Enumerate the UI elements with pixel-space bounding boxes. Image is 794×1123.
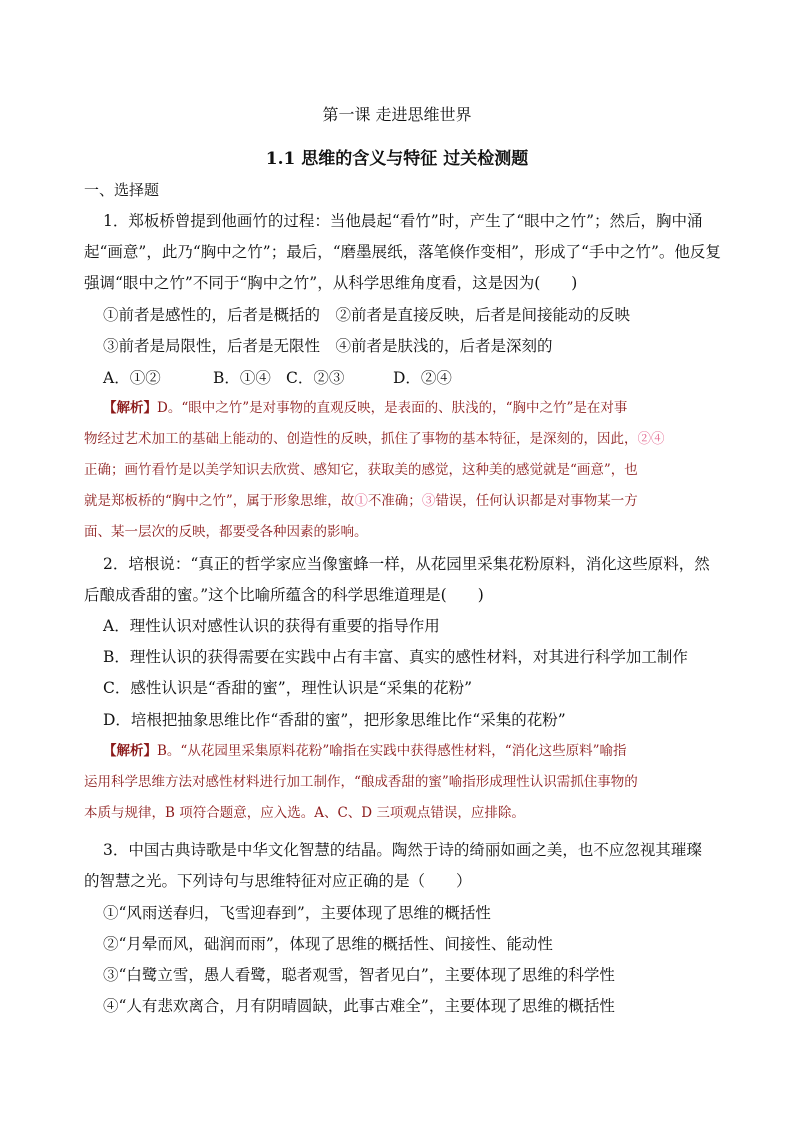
- analysis-text: 就是郑板桥的“胸中之竹”，属于形象思维，故: [84, 493, 355, 509]
- q2-option-d: D．培根把抽象思维比作“香甜的蜜”，把形象思维比作“采集的花粉”: [103, 711, 566, 729]
- q3-line: 的智慧之光。下列诗句与思维特征对应正确的是（ ）: [84, 872, 472, 890]
- page-subtitle: 1.1 思维的含义与特征 过关检测题: [265, 149, 529, 169]
- q1-option-d: D．②④: [393, 369, 452, 387]
- analysis-line: [84, 429, 665, 449]
- analysis-line: [103, 398, 627, 418]
- q1-option-c: C．②③: [286, 369, 345, 387]
- q3-statement: ③“白鹭立雪，愚人看鹭，聪者观雪，智者见白”，主要体现了思维的科学性: [103, 966, 615, 984]
- analysis-text: B。“从花园里采集原料花粉”喻指在实践中获得感性材料，“消化这些原料”喻指: [157, 743, 627, 759]
- analysis-text: 错误，任何认识都是对事物某一方: [435, 493, 638, 509]
- q1-statement: ③前者是局限性，后者是无限性 ④前者是肤浅的，后者是深刻的: [103, 337, 553, 355]
- q3-statement: ①“风雨送春归，飞雪迎春到”，主要体现了思维的概括性: [103, 904, 491, 922]
- page-title: 第一课 走进思维世界: [322, 105, 472, 124]
- q1-option-b: B．①④: [213, 369, 271, 387]
- q1-line: 强调“眼中之竹”不同于“胸中之竹”，从科学思维角度看，这是因为( ): [84, 274, 578, 292]
- q2-option-c: C．感性认识是“香甜的蜜”，理性认识是“采集的花粉”: [103, 679, 473, 697]
- q3-statement: ②“月晕而风，础润而雨”，体现了思维的概括性、间接性、能动性: [103, 935, 553, 953]
- analysis-line: 本质与规律，B 项符合题意，应入选。A、C、D 三项观点错误，应排除。: [84, 805, 525, 821]
- analysis-tag: 【解析】: [103, 743, 157, 759]
- analysis-highlight: ②④: [637, 431, 665, 447]
- analysis-text: 不准确；: [367, 493, 422, 509]
- analysis-line: 运用科学思维方法对感性材料进行加工制作，“酿成香甜的蜜”喻指形成理性认识需抓住事物的: [84, 774, 638, 790]
- analysis-line: 面、某一层次的反映，都要受各种因素的影响。: [84, 524, 368, 540]
- analysis-text: 物经过艺术加工的基础上能动的、创造性的反映，抓住了事物的基本特征，是深刻的，因此，: [84, 431, 638, 447]
- q3-line: 3．中国古典诗歌是中华文化智慧的结晶。陶然于诗的绮丽如画之美，也不应忽视其璀璨: [103, 841, 702, 859]
- q2-option-a: A．理性认识对感性认识的获得有重要的指导作用: [103, 617, 440, 635]
- analysis-line: [103, 741, 627, 761]
- analysis-tag: 【解析】: [103, 400, 157, 416]
- analysis-highlight: ①: [354, 493, 368, 509]
- q1-statement: ①前者是感性的，后者是概括的 ②前者是直接反映，后者是间接能动的反映: [103, 306, 631, 324]
- q3-statement: ④“人有悲欢离合，月有阴晴圆缺，此事古难全”，主要体现了思维的概括性: [103, 997, 615, 1015]
- analysis-line: [84, 491, 638, 511]
- q1-line: 起“画意”，此乃“胸中之竹”；最后，“磨墨展纸，落笔倏作变相”，形成了“手中之竹”。他反复: [84, 243, 721, 261]
- analysis-text: D。“眼中之竹”是对事物的直观反映，是表面的、肤浅的，“胸中之竹”是在对事: [157, 400, 628, 416]
- q1-line: 1．郑板桥曾提到他画竹的过程：当他晨起“看竹”时，产生了“眼中之竹”；然后，胸中涌: [103, 212, 703, 230]
- q2-line: 后酿成香甜的蜜。”这个比喻所蕴含的科学思维道理是( ): [84, 586, 484, 604]
- q2-line: 2．培根说：“真正的哲学家应当像蜜蜂一样，从花园里采集花粉原料，消化这些原料，然: [103, 555, 710, 573]
- q1-option-a: A．①②: [103, 369, 161, 387]
- analysis-highlight: ③: [421, 493, 436, 509]
- q2-option-b: B．理性认识的获得需要在实践中占有丰富、真实的感性材料，对其进行科学加工制作: [103, 648, 688, 666]
- section-heading: 一、选择题: [84, 181, 160, 199]
- analysis-line: 正确；画竹看竹是以美学知识去欣赏、感知它，获取美的感觉，这种美的感觉就是“画意”，也: [84, 462, 638, 478]
